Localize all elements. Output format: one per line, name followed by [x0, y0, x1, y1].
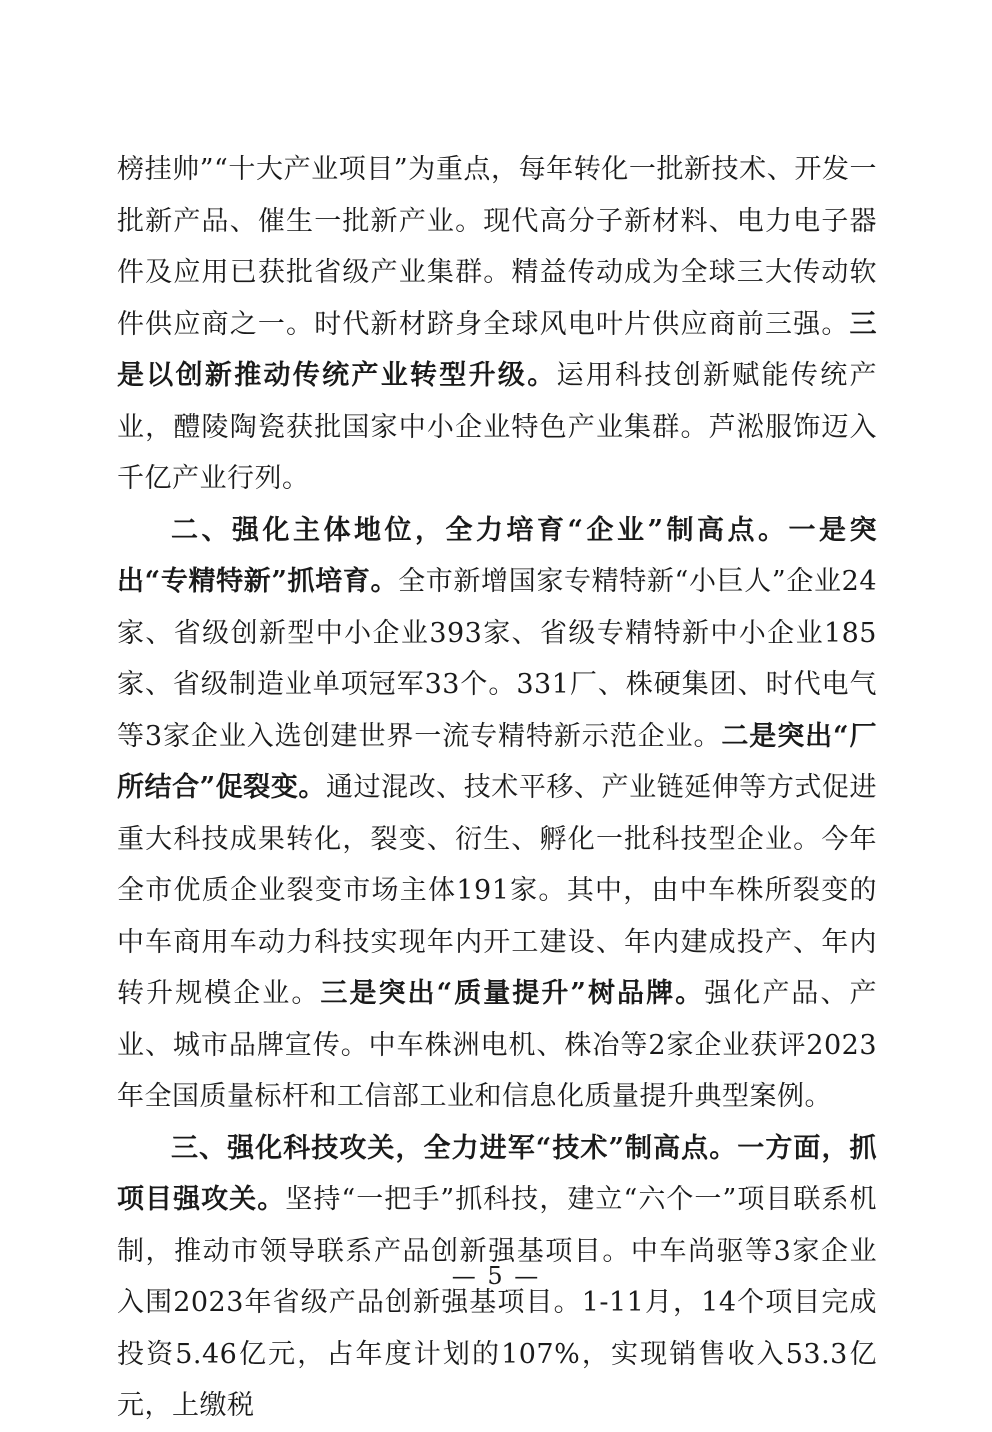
- paragraph-1-text-3: 运用科技创新赋能传统产业，醴陵陶瓷获批国家中小企业特色产业集群。芦淞服饰迈入千亿产业行列。: [117, 360, 877, 494]
- paragraph-2-text-3: 强化产品、产业、城市品牌宣传。中车株洲电机、株冶等2家企业获评2023年全国质量标杆和工信部工业和信息化质量提升典型案例。: [117, 978, 878, 1112]
- paragraph-2-text-1: 全市新增国家专精特新“小巨人”企业24家、省级创新型中小企业393家、省级专精特新中小企业185家、省级制造业单项冠军33个。331厂、株硬集团、时代电气等3家企业入选创建世界一流专精特新示范企业。: [117, 566, 877, 752]
- paragraph-2-subheading-3: 三是突出“质量提升”树品牌。: [320, 978, 705, 1009]
- paragraph-2: [117, 505, 877, 1123]
- page-number: — 5 —: [451, 1262, 541, 1290]
- paragraph-2-heading: 二、强化主体地位，全力培育“企业”制高点。一是突出“专精特新”抓培育。: [117, 514, 877, 597]
- paragraph-3-text-1: 坚持“一把手”抓科技，建立“六个一”项目联系机制，推动市领导联系产品创新强基项目。中车尚驱等3家企业入围2023年省级产品创新强基项目。1-11月，14个项目完成投资5.46亿元，占年度计划的107%，实现销售收入53.3亿元，上缴税: [117, 1184, 878, 1421]
- paragraph-2-subheading-2: 二是突出“厂所结合”促裂变。: [117, 720, 877, 803]
- document-body: [117, 144, 877, 1432]
- paragraph-1-heading-3: 三是以创新推动传统产业转型升级。: [117, 308, 877, 391]
- paragraph-2-text-2: 通过混改、技术平移、产业链延伸等方式促进重大科技成果转化，裂变、衍生、孵化一批科技型企业。今年全市优质企业裂变市场主体191家。其中，由中车株所裂变的中车商用车动力科技实现年内开工建设、年内建成投产、年内转升规模企业。: [117, 772, 878, 1009]
- paragraph-1: [117, 144, 877, 505]
- paragraph-1-text-1: 榜挂帅”“十大产业项目”为重点，每年转化一批新技术、开发一批新产品、催生一批新产业。现代高分子新材料、电力电子器件及应用已获批省级产业集群。精益传动成为全球三大传动软件供应商之一。时代新材跻身全球风电叶片供应商前三强。: [117, 154, 877, 340]
- paragraph-3-heading: 三、强化科技攻关，全力进军“技术”制高点。一方面，抓项目强攻关。: [117, 1132, 877, 1215]
